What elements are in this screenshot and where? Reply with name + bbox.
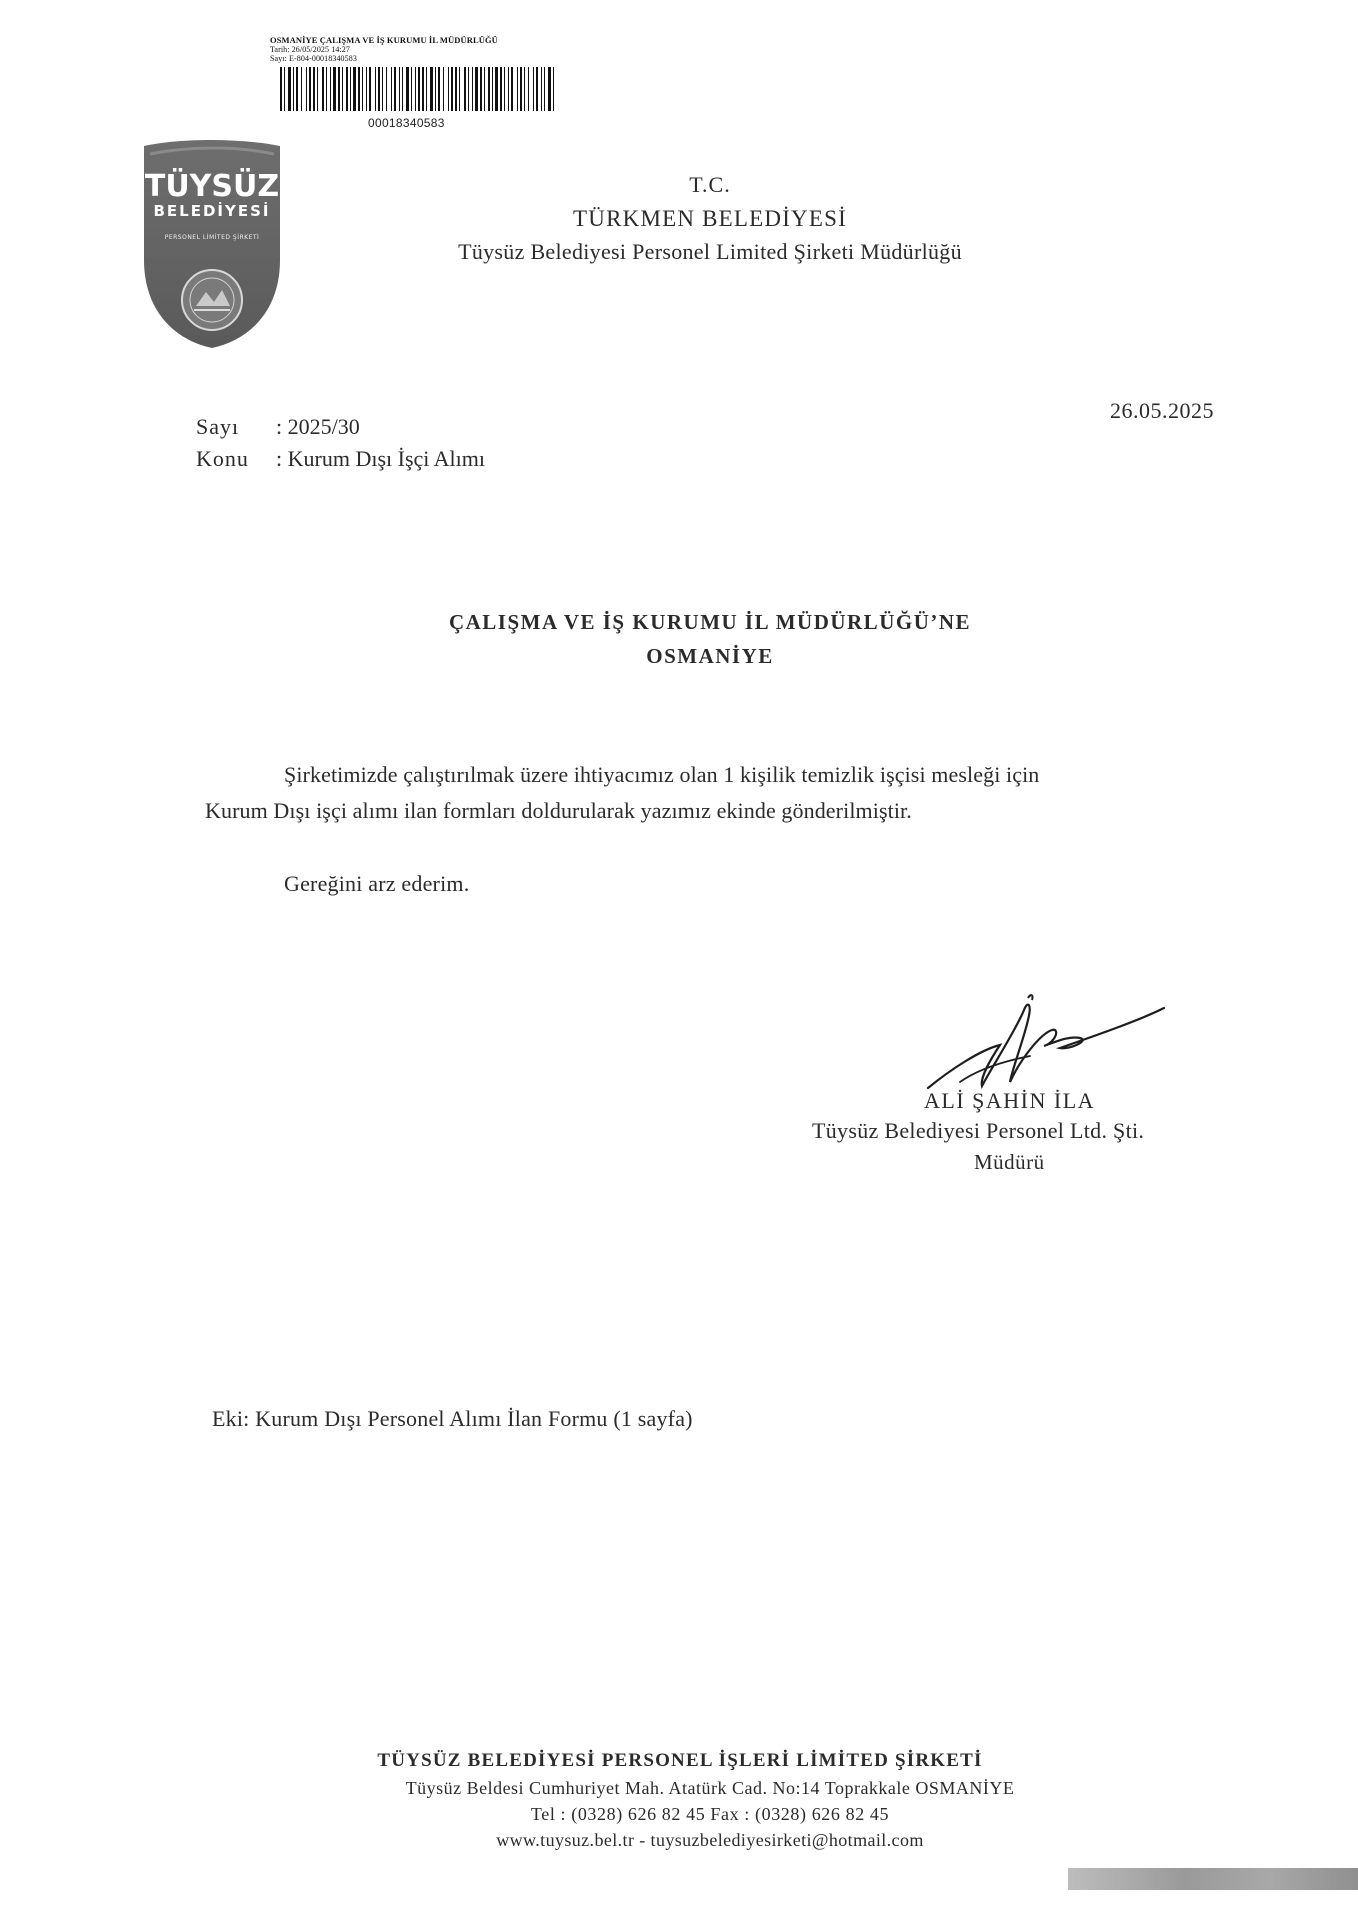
barcode-bar [350,67,351,111]
barcode-bar [317,67,318,111]
barcode-bar [511,67,513,111]
barcode-bar [296,67,298,111]
barcode-bar [394,67,396,111]
barcode-bar [322,67,324,111]
barcode-bar [508,67,509,111]
signatory-role: Müdürü [974,1150,1045,1174]
barcode-bar [313,67,315,111]
barcode-bar [464,67,466,111]
body-closing: Gereğini arz ederim. [284,871,470,896]
barcode-bar [495,67,498,111]
attachment-note: Eki: Kurum Dışı Personel Alımı İlan Formu (1 sayfa) [212,1406,693,1431]
header-municipality: TÜRKMEN BELEDİYESİ [573,206,847,231]
barcode-bar [484,67,485,111]
stamp-number: Sayı: E-804-00018340583 [270,54,357,63]
barcode-bar [411,67,412,111]
barcode-bar [280,67,282,111]
signatory-name: ALİ ŞAHİN İLA [924,1088,1096,1113]
scan-edge-bar [1068,1868,1358,1890]
barcode-bar [430,67,433,111]
tuysuz-logo [140,140,284,350]
logo-name-line2: BELEDİYESİ [153,202,271,220]
document-date: 26.05.2025 [1110,398,1214,423]
barcode-bar [475,67,478,111]
barcode-bar [309,67,311,111]
konu-label: Konu [196,446,249,471]
barcode-bar [492,67,493,111]
stamp-date: Tarih: 26/05/2025 14:27 [270,45,350,54]
barcode-bar [333,67,336,111]
barcode-bar [391,67,392,111]
meta-konu-row [196,446,485,472]
footer-company: TÜYSÜZ BELEDİYESİ PERSONEL İŞLERİ LİMİTED ŞİRKETİ [377,1750,983,1771]
barcode-bar [455,67,457,111]
barcode-bar [366,67,367,111]
body-paragraph-line2: Kurum Dışı işçi alımı ilan formları doldurularak yazımız ekinde gönderilmiştir. [205,798,912,823]
barcode-bar [528,67,529,111]
barcode-bar [362,67,363,111]
barcode-bar [468,67,469,111]
barcode-bar [353,67,356,111]
footer-address: Tüysüz Beldesi Cumhuriyet Mah. Atatürk Cad. No:14 Toprakkale OSMANİYE [405,1778,1015,1798]
barcode-bar [382,67,383,111]
barcode-number: 00018340583 [368,116,445,130]
barcode-bar [386,67,387,111]
barcode-bar [548,67,551,111]
barcode-bar [406,67,409,111]
barcode-bar [288,67,291,111]
barcode-bar [448,67,449,111]
barcode-bar [504,67,505,111]
barcode-bar [524,67,525,111]
barcode-bar [378,67,380,111]
barcode [270,67,560,115]
barcode-bar [369,67,371,111]
barcode-bar [488,67,490,111]
recipient-line1: ÇALIŞMA VE İŞ KURUMU İL MÜDÜRLÜĞÜ’NE [448,610,972,634]
header-tc: T.C. [689,172,731,197]
signatory-title: Tüysüz Belediyesi Personel Ltd. Şti. [812,1118,1145,1143]
barcode-bar [520,67,522,111]
barcode-bar [435,67,436,111]
barcode-bar [426,67,427,111]
barcode-bar [415,67,416,111]
footer-web: www.tuysuz.bel.tr - tuysuzbelediyesirketi@hotmail.com [496,1830,924,1850]
barcode-bar [306,67,307,111]
barcode-bar [500,67,502,111]
barcode-bar [517,67,518,111]
barcode-bar [346,67,348,111]
barcode-bar [451,67,453,111]
barcode-bar [330,67,331,111]
header-subtitle: Tüysüz Belediyesi Personel Limited Şirketi Müdürlüğü [458,239,962,264]
sayi-value: : 2025/30 [276,414,360,439]
konu-value: : Kurum Dışı İşçi Alımı [276,446,485,471]
barcode-bar [536,67,538,111]
barcode-bar [399,67,400,111]
barcode-bar [293,67,294,111]
barcode-bar [375,67,376,111]
barcode-bar [472,67,473,111]
sayi-label: Sayı [196,414,240,439]
barcode-bar [422,67,424,111]
barcode-bar [284,67,285,111]
barcode-bar [301,67,302,111]
barcode-bar [541,67,542,111]
logo-tagline: PERSONEL LİMİTED ŞİRKETİ [164,234,260,241]
barcode-bar [358,67,360,111]
barcode-bar [443,67,444,111]
barcode-bar [553,67,554,111]
barcode-bar [533,67,534,111]
barcode-bar [338,67,340,111]
recipient-line2: OSMANİYE [646,644,774,668]
logo-name-line1: TÜYSÜZ [144,169,280,204]
handwritten-signature [920,990,1170,1100]
footer-phone: Tel : (0328) 626 82 45 Fax : (0328) 626 82 45 [530,1804,890,1824]
body-paragraph-line1: Şirketimizde çalıştırılmak üzere ihtiyacımız olan 1 kişilik temizlik işçisi mesleği için [284,762,1040,787]
barcode-bar [326,67,327,111]
barcode-bar [459,67,460,111]
barcode-bar [544,67,545,111]
barcode-bar [480,67,482,111]
barcode-bar [418,67,420,111]
barcode-bar [402,67,403,111]
barcode-bar [438,67,440,111]
meta-sayi-row [196,414,360,440]
stamp-institution: OSMANİYE ÇALIŞMA VE İŞ KURUMU İL MÜDÜRLÜĞÜ [270,35,498,45]
barcode-bar [342,67,343,111]
registry-stamp [270,36,570,130]
